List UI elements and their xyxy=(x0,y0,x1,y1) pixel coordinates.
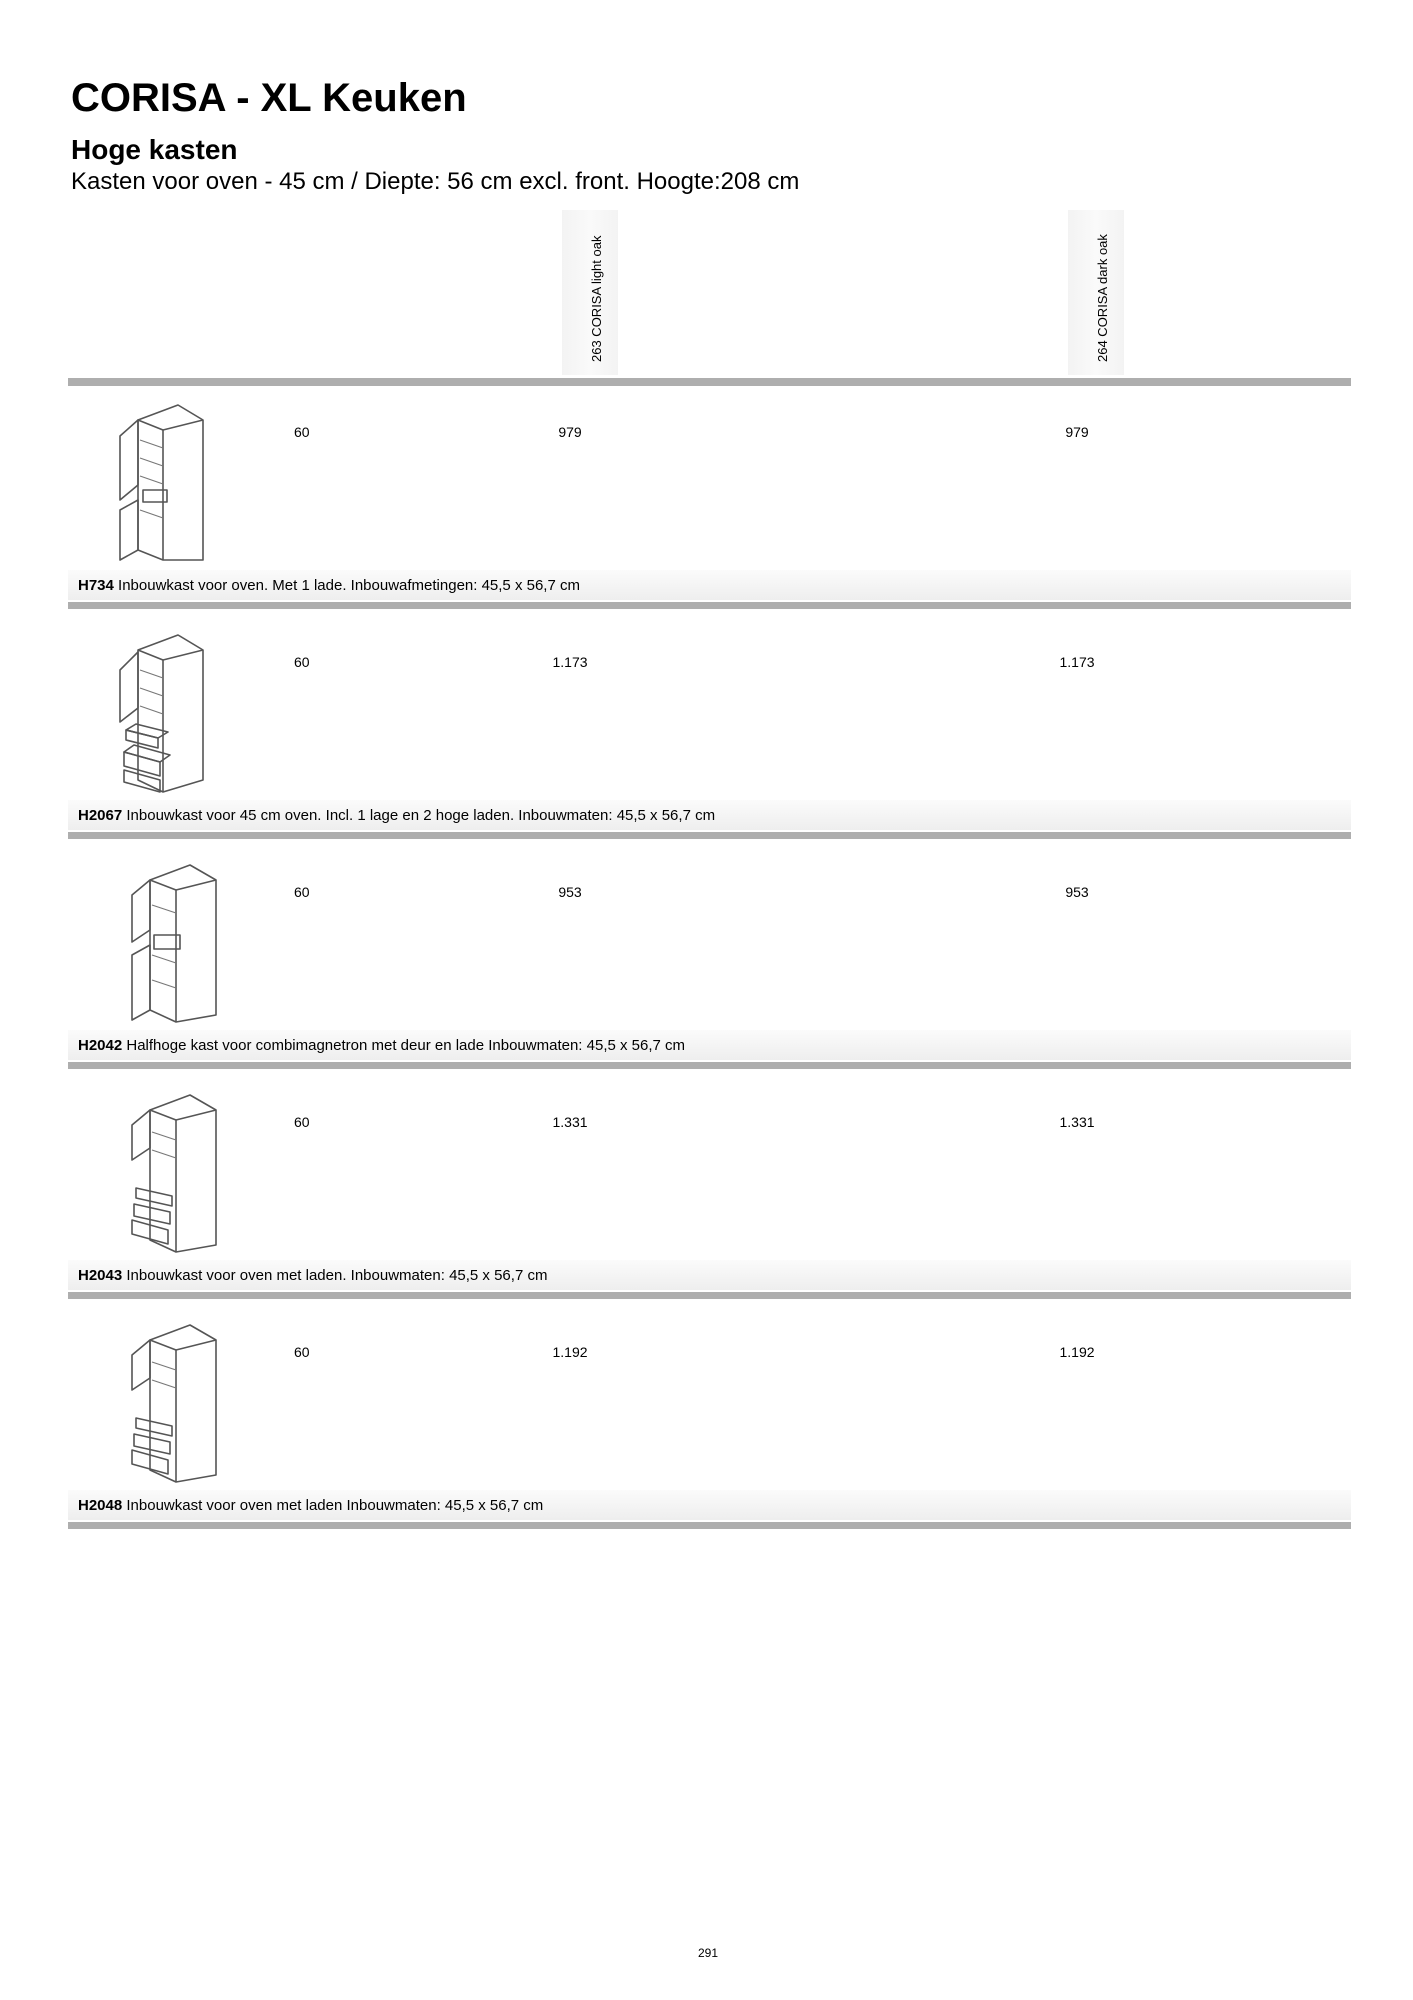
width-value: 60 xyxy=(294,1114,310,1130)
product-row xyxy=(68,1312,1351,1542)
product-description: Inbouwkast voor oven. Met 1 lade. Inbouwafmetingen: 45,5 x 56,7 cm xyxy=(118,577,580,594)
price-light-oak: 979 xyxy=(558,424,582,440)
product-caption xyxy=(68,1260,1351,1290)
product-row xyxy=(68,392,1351,622)
product-description: Halfhoge kast voor combimagnetron met deur en lade Inbouwmaten: 45,5 x 56,7 cm xyxy=(126,1037,686,1054)
product-caption xyxy=(68,1030,1351,1060)
product-description: Inbouwkast voor oven met laden. Inbouwmaten: 45,5 x 56,7 cm xyxy=(126,1267,548,1284)
row-divider xyxy=(68,832,1351,839)
product-row xyxy=(68,622,1351,852)
product-row xyxy=(68,852,1351,1082)
page-title: CORISA - XL Keuken xyxy=(71,76,467,120)
price-dark-oak: 953 xyxy=(1065,884,1089,900)
product-code: H2042 xyxy=(78,1037,123,1054)
product-caption xyxy=(68,570,1351,600)
product-code: H2048 xyxy=(78,1497,123,1514)
column-header-label: 264 CORISA dark oak xyxy=(1095,234,1110,362)
product-caption xyxy=(68,800,1351,830)
price-light-oak: 1.173 xyxy=(552,654,588,670)
microwave-cabinet-door-drawer-icon xyxy=(88,860,238,1025)
column-header-label: 263 CORISA light oak xyxy=(589,235,604,362)
price-light-oak: 1.192 xyxy=(552,1344,588,1360)
row-divider xyxy=(68,1062,1351,1069)
product-code: H2043 xyxy=(78,1267,123,1284)
width-value: 60 xyxy=(294,1344,310,1360)
row-divider xyxy=(68,1522,1351,1529)
column-header-light-oak xyxy=(562,210,618,375)
price-dark-oak: 979 xyxy=(1065,424,1089,440)
width-value: 60 xyxy=(294,654,310,670)
product-description: Inbouwkast voor oven met laden Inbouwmaten: 45,5 x 56,7 cm xyxy=(126,1497,544,1514)
header-divider xyxy=(68,378,1351,386)
product-description: Inbouwkast voor 45 cm oven. Incl. 1 lage en 2 hoge laden. Inbouwmaten: 45,5 x 56,7 cm xyxy=(126,807,716,824)
product-code: H734 xyxy=(78,577,114,594)
width-value: 60 xyxy=(294,884,310,900)
page-number: 291 xyxy=(698,1946,719,1960)
price-light-oak: 953 xyxy=(558,884,582,900)
column-header-dark-oak xyxy=(1068,210,1124,375)
price-dark-oak: 1.331 xyxy=(1059,1114,1095,1130)
section-description: Kasten voor oven - 45 cm / Diepte: 56 cm excl. front. Hoogte:208 cm xyxy=(71,168,800,195)
product-code: H2067 xyxy=(78,807,123,824)
oven-cabinet-drawers-icon xyxy=(88,1090,238,1255)
row-divider xyxy=(68,602,1351,609)
width-value: 60 xyxy=(294,424,310,440)
product-caption xyxy=(68,1490,1351,1520)
price-light-oak: 1.331 xyxy=(552,1114,588,1130)
oven-cabinet-drawers-icon xyxy=(88,1320,238,1485)
price-dark-oak: 1.192 xyxy=(1059,1344,1095,1360)
oven-cabinet-one-drawer-icon xyxy=(88,400,238,565)
product-row xyxy=(68,1082,1351,1312)
oven-cabinet-three-drawers-icon xyxy=(88,630,238,795)
row-divider xyxy=(68,1292,1351,1299)
price-dark-oak: 1.173 xyxy=(1059,654,1095,670)
section-title: Hoge kasten xyxy=(71,134,238,165)
